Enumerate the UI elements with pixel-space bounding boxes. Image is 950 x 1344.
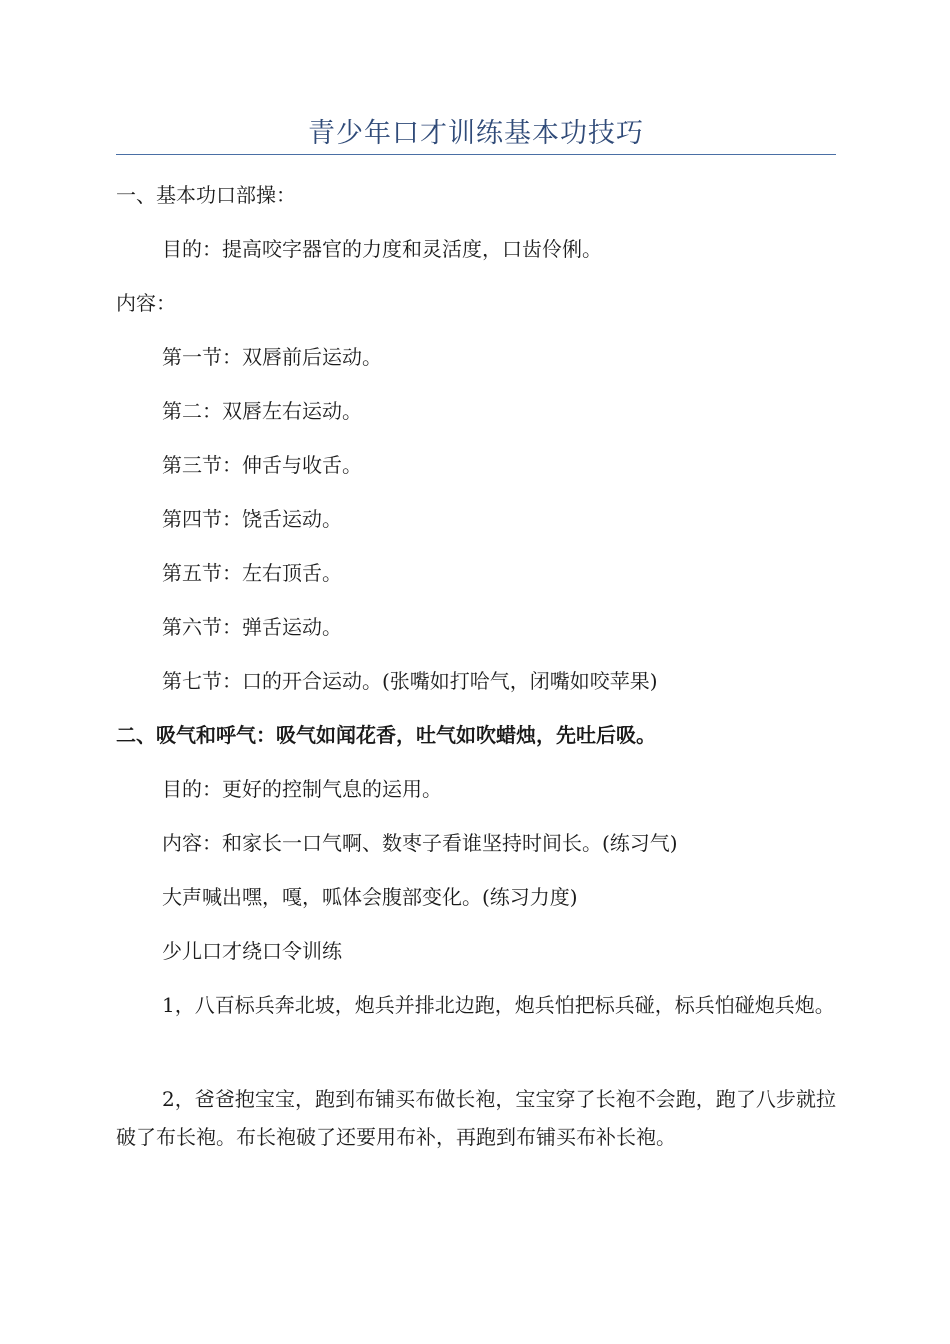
- paragraph: 大声喊出嘿，嘎，呱体会腹部变化。(练习力度): [162, 885, 578, 909]
- title-underline: [116, 154, 836, 155]
- list-item: 第七节：口的开合运动。(张嘴如打哈气，闭嘴如咬苹果): [162, 669, 658, 693]
- paragraph: 内容：: [116, 291, 176, 315]
- tongue-twister-1: 1，八百标兵奔北坡，炮兵并排北边跑，炮兵怕把标兵碰，标兵怕碰炮兵炮。: [162, 993, 835, 1017]
- section-heading-2: 二、吸气和呼气：吸气如闻花香，吐气如吹蜡烛，先吐后吸。: [116, 723, 656, 747]
- document-page: [116, 0, 836, 1344]
- list-item: 第二：双唇左右运动。: [162, 399, 362, 423]
- list-item: 第三节：伸舌与收舌。: [162, 453, 362, 477]
- paragraph: 少儿口才绕口令训练: [162, 939, 342, 963]
- section-heading-1: 一、基本功口部操：: [116, 183, 296, 207]
- paragraph: 目的：更好的控制气息的运用。: [162, 777, 442, 801]
- tongue-twister-2: 2，爸爸抱宝宝，跑到布铺买布做长袍，宝宝穿了长袍不会跑，跑了八步就拉破了布长袍。布长袍破了还要用布补，再跑到布铺买布补长袍。: [116, 1087, 836, 1149]
- paragraph: 目的：提高咬字器官的力度和灵活度，口齿伶俐。: [162, 237, 602, 261]
- list-item: 第一节：双唇前后运动。: [162, 345, 382, 369]
- list-item: 第六节：弹舌运动。: [162, 615, 342, 639]
- document-title: 青少年口才训练基本功技巧: [308, 118, 644, 149]
- paragraph: 内容：和家长一口气啊、数枣子看谁坚持时间长。(练习气): [162, 831, 678, 855]
- list-item: 第四节：饶舌运动。: [162, 507, 342, 531]
- list-item: 第五节：左右顶舌。: [162, 561, 342, 585]
